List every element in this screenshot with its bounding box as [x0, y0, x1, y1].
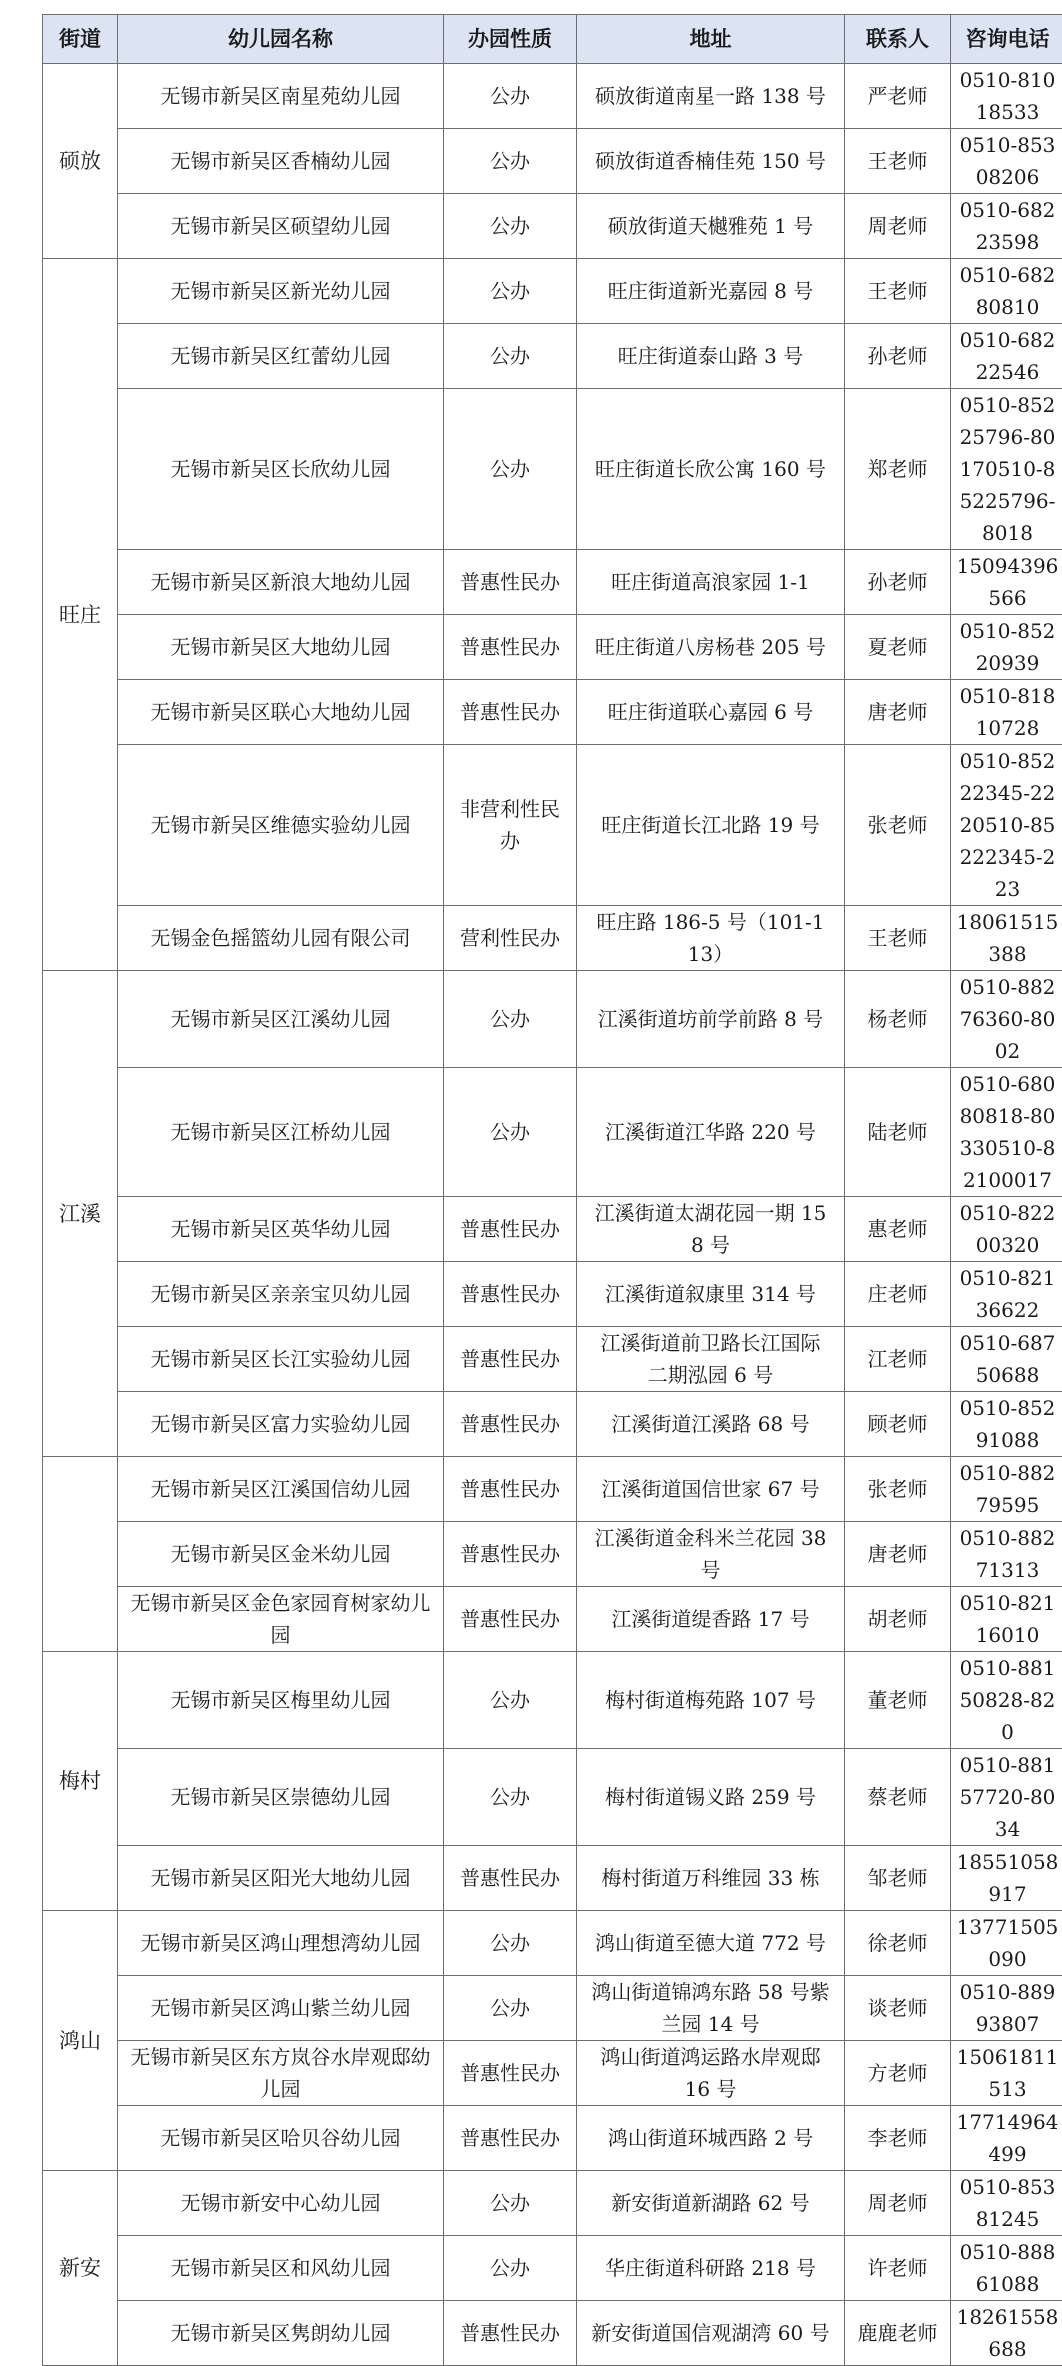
table-row	[43, 64, 1062, 129]
phone-cell: 0510-85220939	[951, 615, 1062, 680]
address-cell: 江溪街道国信世家 67 号	[577, 1457, 845, 1522]
phone-cell: 0510-88993807	[951, 1976, 1062, 2041]
name-cell: 无锡市新吴区和风幼儿园	[118, 2236, 444, 2301]
type-cell: 公办	[444, 194, 577, 259]
type-cell: 普惠性民办	[444, 2301, 577, 2366]
address-cell: 梅村街道梅苑路 107 号	[577, 1652, 845, 1749]
name-cell: 无锡市新吴区鸿山理想湾幼儿园	[118, 1911, 444, 1976]
table-row	[43, 324, 1062, 389]
contact-cell: 王老师	[845, 906, 951, 971]
name-cell: 无锡市新吴区新浪大地幼儿园	[118, 550, 444, 615]
street-cell: 旺庄	[43, 259, 118, 971]
phone-cell: 18061515388	[951, 906, 1062, 971]
table-row	[43, 1327, 1062, 1392]
table-row	[43, 389, 1062, 550]
address-cell: 硕放街道香楠佳苑 150 号	[577, 129, 845, 194]
header-street: 街道	[43, 15, 118, 64]
header-phone: 咨询电话	[951, 15, 1062, 64]
table-header-row	[43, 15, 1062, 64]
name-cell: 无锡市新吴区东方岚谷水岸观邸幼儿园	[118, 2041, 444, 2106]
phone-cell: 17714964499	[951, 2106, 1062, 2171]
phone-cell: 0510-88276360-8002	[951, 971, 1062, 1068]
table-row	[43, 1749, 1062, 1846]
contact-cell: 周老师	[845, 2171, 951, 2236]
table-row	[43, 2171, 1062, 2236]
name-cell: 无锡市新吴区香楠幼儿园	[118, 129, 444, 194]
type-cell: 公办	[444, 2171, 577, 2236]
address-cell: 江溪街道前卫路长江国际二期泓园 6 号	[577, 1327, 845, 1392]
phone-cell: 0510-85225796-80170510-85225796-8018	[951, 389, 1062, 550]
contact-cell: 鹿鹿老师	[845, 2301, 951, 2366]
address-cell: 江溪街道叙康里 314 号	[577, 1262, 845, 1327]
type-cell: 公办	[444, 64, 577, 129]
type-cell: 普惠性民办	[444, 1846, 577, 1911]
header-contact: 联系人	[845, 15, 951, 64]
contact-cell: 郑老师	[845, 389, 951, 550]
phone-cell: 0510-85291088	[951, 1392, 1062, 1457]
contact-cell: 顾老师	[845, 1392, 951, 1457]
table-row	[43, 615, 1062, 680]
contact-cell: 唐老师	[845, 680, 951, 745]
contact-cell: 江老师	[845, 1327, 951, 1392]
address-cell: 旺庄街道联心嘉园 6 号	[577, 680, 845, 745]
address-cell: 新安街道国信观湖湾 60 号	[577, 2301, 845, 2366]
contact-cell: 陆老师	[845, 1068, 951, 1197]
type-cell: 公办	[444, 1911, 577, 1976]
kindergarten-table	[42, 14, 1062, 2366]
address-cell: 旺庄街道长江北路 19 号	[577, 745, 845, 906]
type-cell: 普惠性民办	[444, 1457, 577, 1522]
address-cell: 鸿山街道至德大道 772 号	[577, 1911, 845, 1976]
street-cell: 鸿山	[43, 1911, 118, 2171]
address-cell: 江溪街道江华路 220 号	[577, 1068, 845, 1197]
address-cell: 江溪街道缇香路 17 号	[577, 1587, 845, 1652]
type-cell: 公办	[444, 1976, 577, 2041]
phone-cell: 0510-68080818-80330510-82100017	[951, 1068, 1062, 1197]
phone-cell: 0510-82136622	[951, 1262, 1062, 1327]
type-cell: 普惠性民办	[444, 2041, 577, 2106]
phone-cell: 0510-88150828-820	[951, 1652, 1062, 1749]
table-row	[43, 129, 1062, 194]
table-row	[43, 1911, 1062, 1976]
address-cell: 旺庄街道八房杨巷 205 号	[577, 615, 845, 680]
type-cell: 公办	[444, 324, 577, 389]
header-type: 办园性质	[444, 15, 577, 64]
contact-cell: 王老师	[845, 259, 951, 324]
name-cell: 无锡市新吴区亲亲宝贝幼儿园	[118, 1262, 444, 1327]
header-name: 幼儿园名称	[118, 15, 444, 64]
name-cell: 无锡市新吴区联心大地幼儿园	[118, 680, 444, 745]
name-cell: 无锡市新吴区英华幼儿园	[118, 1197, 444, 1262]
table-row	[43, 680, 1062, 745]
type-cell: 普惠性民办	[444, 615, 577, 680]
name-cell: 无锡市新吴区维德实验幼儿园	[118, 745, 444, 906]
contact-cell: 邹老师	[845, 1846, 951, 1911]
phone-cell: 0510-68280810	[951, 259, 1062, 324]
contact-cell: 惠老师	[845, 1197, 951, 1262]
name-cell: 无锡市新吴区哈贝谷幼儿园	[118, 2106, 444, 2171]
table-row	[43, 1522, 1062, 1587]
type-cell: 普惠性民办	[444, 1522, 577, 1587]
address-cell: 鸿山街道环城西路 2 号	[577, 2106, 845, 2171]
name-cell: 无锡市新吴区红蕾幼儿园	[118, 324, 444, 389]
table-row	[43, 971, 1062, 1068]
contact-cell: 张老师	[845, 1457, 951, 1522]
phone-cell: 0510-81018533	[951, 64, 1062, 129]
phone-cell: 0510-82116010	[951, 1587, 1062, 1652]
contact-cell: 夏老师	[845, 615, 951, 680]
address-cell: 江溪街道坊前学前路 8 号	[577, 971, 845, 1068]
name-cell: 无锡市新吴区阳光大地幼儿园	[118, 1846, 444, 1911]
type-cell: 普惠性民办	[444, 680, 577, 745]
type-cell: 公办	[444, 2236, 577, 2301]
table-row	[43, 2236, 1062, 2301]
name-cell: 无锡市新吴区长江实验幼儿园	[118, 1327, 444, 1392]
table-row	[43, 1587, 1062, 1652]
table-row	[43, 1197, 1062, 1262]
table-row	[43, 1457, 1062, 1522]
address-cell: 旺庄街道高浪家园 1-1	[577, 550, 845, 615]
type-cell: 普惠性民办	[444, 1587, 577, 1652]
type-cell: 公办	[444, 259, 577, 324]
table-row	[43, 259, 1062, 324]
name-cell: 无锡市新吴区硕望幼儿园	[118, 194, 444, 259]
type-cell: 公办	[444, 1749, 577, 1846]
name-cell: 无锡市新吴区新光幼儿园	[118, 259, 444, 324]
type-cell: 公办	[444, 1068, 577, 1197]
type-cell: 公办	[444, 971, 577, 1068]
contact-cell: 董老师	[845, 1652, 951, 1749]
contact-cell: 胡老师	[845, 1587, 951, 1652]
type-cell: 普惠性民办	[444, 550, 577, 615]
contact-cell: 蔡老师	[845, 1749, 951, 1846]
phone-cell: 13771505090	[951, 1911, 1062, 1976]
table-row	[43, 1652, 1062, 1749]
type-cell: 公办	[444, 1652, 577, 1749]
name-cell: 无锡市新吴区梅里幼儿园	[118, 1652, 444, 1749]
name-cell: 无锡市新吴区南星苑幼儿园	[118, 64, 444, 129]
phone-cell: 0510-85222345-2220510-85222345-223	[951, 745, 1062, 906]
street-cell: 硕放	[43, 64, 118, 259]
table-row	[43, 745, 1062, 906]
street-cell: 新安	[43, 2171, 118, 2366]
address-cell: 梅村街道万科维园 33 栋	[577, 1846, 845, 1911]
address-cell: 华庄街道科研路 218 号	[577, 2236, 845, 2301]
name-cell: 无锡市新吴区崇德幼儿园	[118, 1749, 444, 1846]
type-cell: 非营利性民办	[444, 745, 577, 906]
table-row	[43, 1068, 1062, 1197]
name-cell: 无锡市新吴区大地幼儿园	[118, 615, 444, 680]
table-row	[43, 550, 1062, 615]
address-cell: 鸿山街道锦鸿东路 58 号紫兰园 14 号	[577, 1976, 845, 2041]
name-cell: 无锡市新吴区长欣幼儿园	[118, 389, 444, 550]
contact-cell: 孙老师	[845, 324, 951, 389]
address-cell: 旺庄路 186-5 号（101-113）	[577, 906, 845, 971]
phone-cell: 18551058917	[951, 1846, 1062, 1911]
phone-cell: 0510-81810728	[951, 680, 1062, 745]
phone-cell: 0510-88279595	[951, 1457, 1062, 1522]
phone-cell: 0510-85308206	[951, 129, 1062, 194]
contact-cell: 庄老师	[845, 1262, 951, 1327]
table-body	[43, 64, 1062, 2366]
address-cell: 硕放街道南星一路 138 号	[577, 64, 845, 129]
table-row	[43, 2106, 1062, 2171]
address-cell: 江溪街道金科米兰花园 38 号	[577, 1522, 845, 1587]
address-cell: 鸿山街道鸿运路水岸观邸 16 号	[577, 2041, 845, 2106]
name-cell: 无锡金色摇篮幼儿园有限公司	[118, 906, 444, 971]
name-cell: 无锡市新吴区富力实验幼儿园	[118, 1392, 444, 1457]
contact-cell: 徐老师	[845, 1911, 951, 1976]
table-row	[43, 1846, 1062, 1911]
type-cell: 普惠性民办	[444, 1197, 577, 1262]
table-row	[43, 2301, 1062, 2366]
type-cell: 普惠性民办	[444, 1392, 577, 1457]
contact-cell: 李老师	[845, 2106, 951, 2171]
address-cell: 新安街道新湖路 62 号	[577, 2171, 845, 2236]
address-cell: 旺庄街道新光嘉园 8 号	[577, 259, 845, 324]
contact-cell: 杨老师	[845, 971, 951, 1068]
street-cell	[43, 1457, 118, 1652]
phone-cell: 0510-68222546	[951, 324, 1062, 389]
contact-cell: 王老师	[845, 129, 951, 194]
address-cell: 江溪街道江溪路 68 号	[577, 1392, 845, 1457]
name-cell: 无锡市新吴区江溪国信幼儿园	[118, 1457, 444, 1522]
name-cell: 无锡市新吴区隽朗幼儿园	[118, 2301, 444, 2366]
phone-cell: 0510-68223598	[951, 194, 1062, 259]
contact-cell: 孙老师	[845, 550, 951, 615]
street-cell: 梅村	[43, 1652, 118, 1911]
phone-cell: 18261558688	[951, 2301, 1062, 2366]
name-cell: 无锡市新安中心幼儿园	[118, 2171, 444, 2236]
phone-cell: 15061811513	[951, 2041, 1062, 2106]
type-cell: 营利性民办	[444, 906, 577, 971]
type-cell: 公办	[444, 129, 577, 194]
address-cell: 梅村街道锡义路 259 号	[577, 1749, 845, 1846]
type-cell: 公办	[444, 389, 577, 550]
table-row	[43, 2041, 1062, 2106]
type-cell: 普惠性民办	[444, 1327, 577, 1392]
contact-cell: 唐老师	[845, 1522, 951, 1587]
name-cell: 无锡市新吴区金色家园育树家幼儿园	[118, 1587, 444, 1652]
address-cell: 旺庄街道长欣公寓 160 号	[577, 389, 845, 550]
contact-cell: 许老师	[845, 2236, 951, 2301]
contact-cell: 张老师	[845, 745, 951, 906]
table-row	[43, 906, 1062, 971]
phone-cell: 0510-88271313	[951, 1522, 1062, 1587]
table-row	[43, 1392, 1062, 1457]
header-address: 地址	[577, 15, 845, 64]
table-row	[43, 194, 1062, 259]
type-cell: 普惠性民办	[444, 1262, 577, 1327]
address-cell: 江溪街道太湖花园一期 158 号	[577, 1197, 845, 1262]
table-row	[43, 1262, 1062, 1327]
phone-cell: 15094396566	[951, 550, 1062, 615]
name-cell: 无锡市新吴区江桥幼儿园	[118, 1068, 444, 1197]
name-cell: 无锡市新吴区江溪幼儿园	[118, 971, 444, 1068]
contact-cell: 严老师	[845, 64, 951, 129]
phone-cell: 0510-82200320	[951, 1197, 1062, 1262]
name-cell: 无锡市新吴区金米幼儿园	[118, 1522, 444, 1587]
name-cell: 无锡市新吴区鸿山紫兰幼儿园	[118, 1976, 444, 2041]
phone-cell: 0510-68750688	[951, 1327, 1062, 1392]
contact-cell: 周老师	[845, 194, 951, 259]
address-cell: 旺庄街道泰山路 3 号	[577, 324, 845, 389]
phone-cell: 0510-88861088	[951, 2236, 1062, 2301]
street-cell: 江溪	[43, 971, 118, 1457]
table-row	[43, 1976, 1062, 2041]
contact-cell: 方老师	[845, 2041, 951, 2106]
address-cell: 硕放街道天樾雅苑 1 号	[577, 194, 845, 259]
phone-cell: 0510-88157720-8034	[951, 1749, 1062, 1846]
phone-cell: 0510-85381245	[951, 2171, 1062, 2236]
type-cell: 普惠性民办	[444, 2106, 577, 2171]
contact-cell: 谈老师	[845, 1976, 951, 2041]
